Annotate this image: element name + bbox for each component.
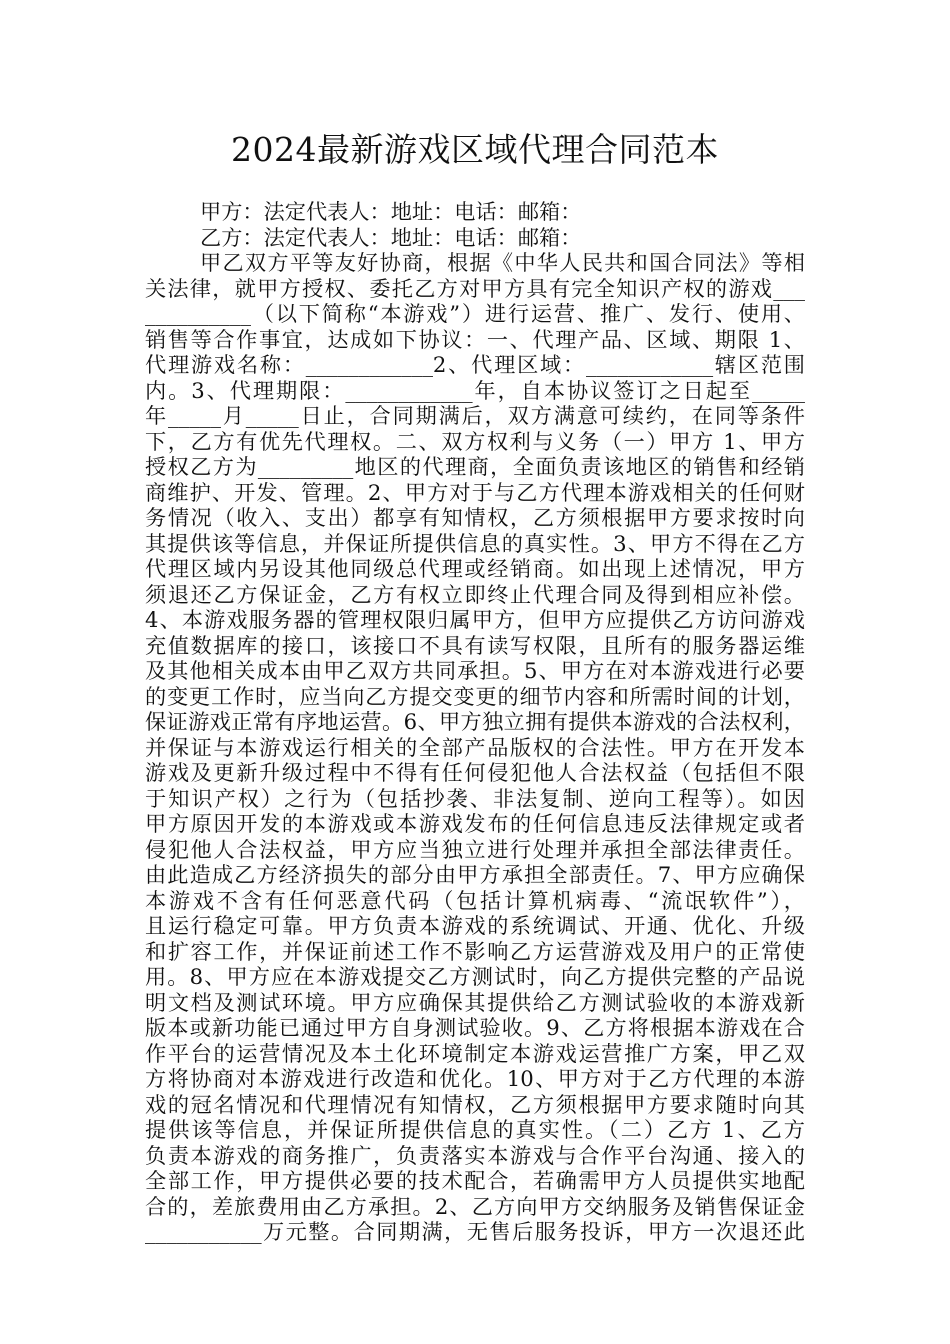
body-line: 作平台的运营情况及本土化环境制定本游戏运营推广方案，甲乙双 <box>145 1040 805 1066</box>
body-line: 须退还乙方保证金，乙方有权立即终止代理合同及得到相应补偿。 <box>145 581 805 607</box>
body-line: 保证游戏正常有序地运营。6、甲方独立拥有提供本游戏的合法权利， <box>145 709 805 734</box>
body-line: 甲方原因开发的本游戏或本游戏发布的任何信息违反法律规定或者 <box>145 811 805 836</box>
body-line: 其提供该等信息，并保证所提供信息的真实性。3、甲方不得在乙方 <box>145 530 805 556</box>
body-line: __________（以下简称“本游戏”）进行运营、推广、发行、使用、 <box>145 301 805 326</box>
body-line: 和扩容工作，并保证前述工作不影响乙方运营游戏及用户的正常使 <box>145 938 805 964</box>
body-line: 充值数据库的接口，该接口不具有读写权限，且所有的服务器运维 <box>145 632 805 658</box>
body-line: 务情况（收入、支出）都享有知情权，乙方须根据甲方要求按时向 <box>145 505 805 530</box>
body-line: 用。8、甲方应在本游戏提交乙方测试时，向乙方提供完整的产品说 <box>145 964 805 989</box>
document-title: 2024最新游戏区域代理合同范本 <box>231 130 719 169</box>
body-line: 且运行稳定可靠。甲方负责本游戏的系统调试、开通、优化、升级 <box>145 913 805 938</box>
body-line: 方将协商对本游戏进行改造和优化。10、甲方对于乙方代理的本游 <box>145 1066 805 1091</box>
body-line: 代理区域内另设其他同级总代理或经销商。如出现上述情况，甲方 <box>145 556 805 581</box>
body-line: 提供该等信息，并保证所提供信息的真实性。（二）乙方 1、乙方 <box>145 1117 805 1142</box>
body-line: 关法律，就甲方授权、委托乙方对甲方具有完全知识产权的游戏___ <box>145 275 805 301</box>
body-line: 及其他相关成本由甲乙双方共同承担。5、甲方在对本游戏进行必要 <box>145 658 805 683</box>
party-b-line: 乙方：法定代表人：地址：电话：邮箱： <box>200 224 582 250</box>
body-line: 甲乙双方平等友好协商，根据《中华人民共和国合同法》等相 <box>200 250 805 275</box>
body-line: 侵犯他人合法权益，甲方应当独立进行处理并承担全部法律责任。 <box>145 836 805 862</box>
body-line: 版本或新功能已通过甲方自身测试验收。9、乙方将根据本游戏在合 <box>145 1015 805 1040</box>
body-line: 明文档及测试环境。甲方应确保其提供给乙方测试验收的本游戏新 <box>145 989 805 1015</box>
body-line: 全部工作，甲方提供必要的技术配合，若确需甲方人员提供实地配 <box>145 1168 805 1193</box>
body-line: 游戏及更新升级过程中不得有任何侵犯他人合法权益（包括但不限 <box>145 760 805 785</box>
body-line: 年_____月_____日止，合同期满后，双方满意可续约，在同等条件 <box>145 403 805 428</box>
body-line: 4、本游戏服务器的管理权限归属甲方，但甲方应提供乙方访问游戏 <box>145 607 805 632</box>
body-line: 于知识产权）之行为（包括抄袭、非法复制、逆向工程等）。如因 <box>145 785 805 811</box>
body-line: 戏的冠名情况和代理情况有知情权，乙方须根据甲方要求随时向其 <box>145 1091 805 1117</box>
body-line: 代理游戏名称：____________2、代理区域：____________辖区范围 <box>145 352 805 377</box>
body-line: 的变更工作时，应当向乙方提交变更的细节内容和所需时间的计划， <box>145 683 805 709</box>
body-line: 内。3、代理期限：____________年，自本协议签订之日起至_____ <box>145 377 805 403</box>
party-a-line: 甲方：法定代表人：地址：电话：邮箱： <box>200 199 582 224</box>
body-line: 负责本游戏的商务推广，负责落实本游戏与合作平台沟通、接入的 <box>145 1142 805 1168</box>
body-line: 合的，差旅费用由乙方承担。2、乙方向甲方交纳服务及销售保证金 <box>145 1193 805 1219</box>
body-line: 并保证与本游戏运行相关的全部产品版权的合法性。甲方在开发本 <box>145 734 805 760</box>
body-line: 授权乙方为_________地区的代理商，全面负责该地区的销售和经销 <box>145 454 805 479</box>
body-line: 本游戏不含有任何恶意代码（包括计算机病毒、“流氓软件”）， <box>145 887 805 913</box>
body-line: 下，乙方有优先代理权。二、双方权利与义务（一）甲方 1、甲方 <box>145 428 805 454</box>
body-line: 销售等合作事宜，达成如下协议：一、代理产品、区域、期限 1、 <box>145 326 805 352</box>
body-line: ___________万元整。合同期满，无售后服务投诉，甲方一次退还此 <box>145 1219 805 1244</box>
body-line: 商维护、开发、管理。2、甲方对于与乙方代理本游戏相关的任何财 <box>145 479 805 505</box>
body-line: 由此造成乙方经济损失的部分由甲方承担全部责任。7、甲方应确保 <box>145 862 805 887</box>
